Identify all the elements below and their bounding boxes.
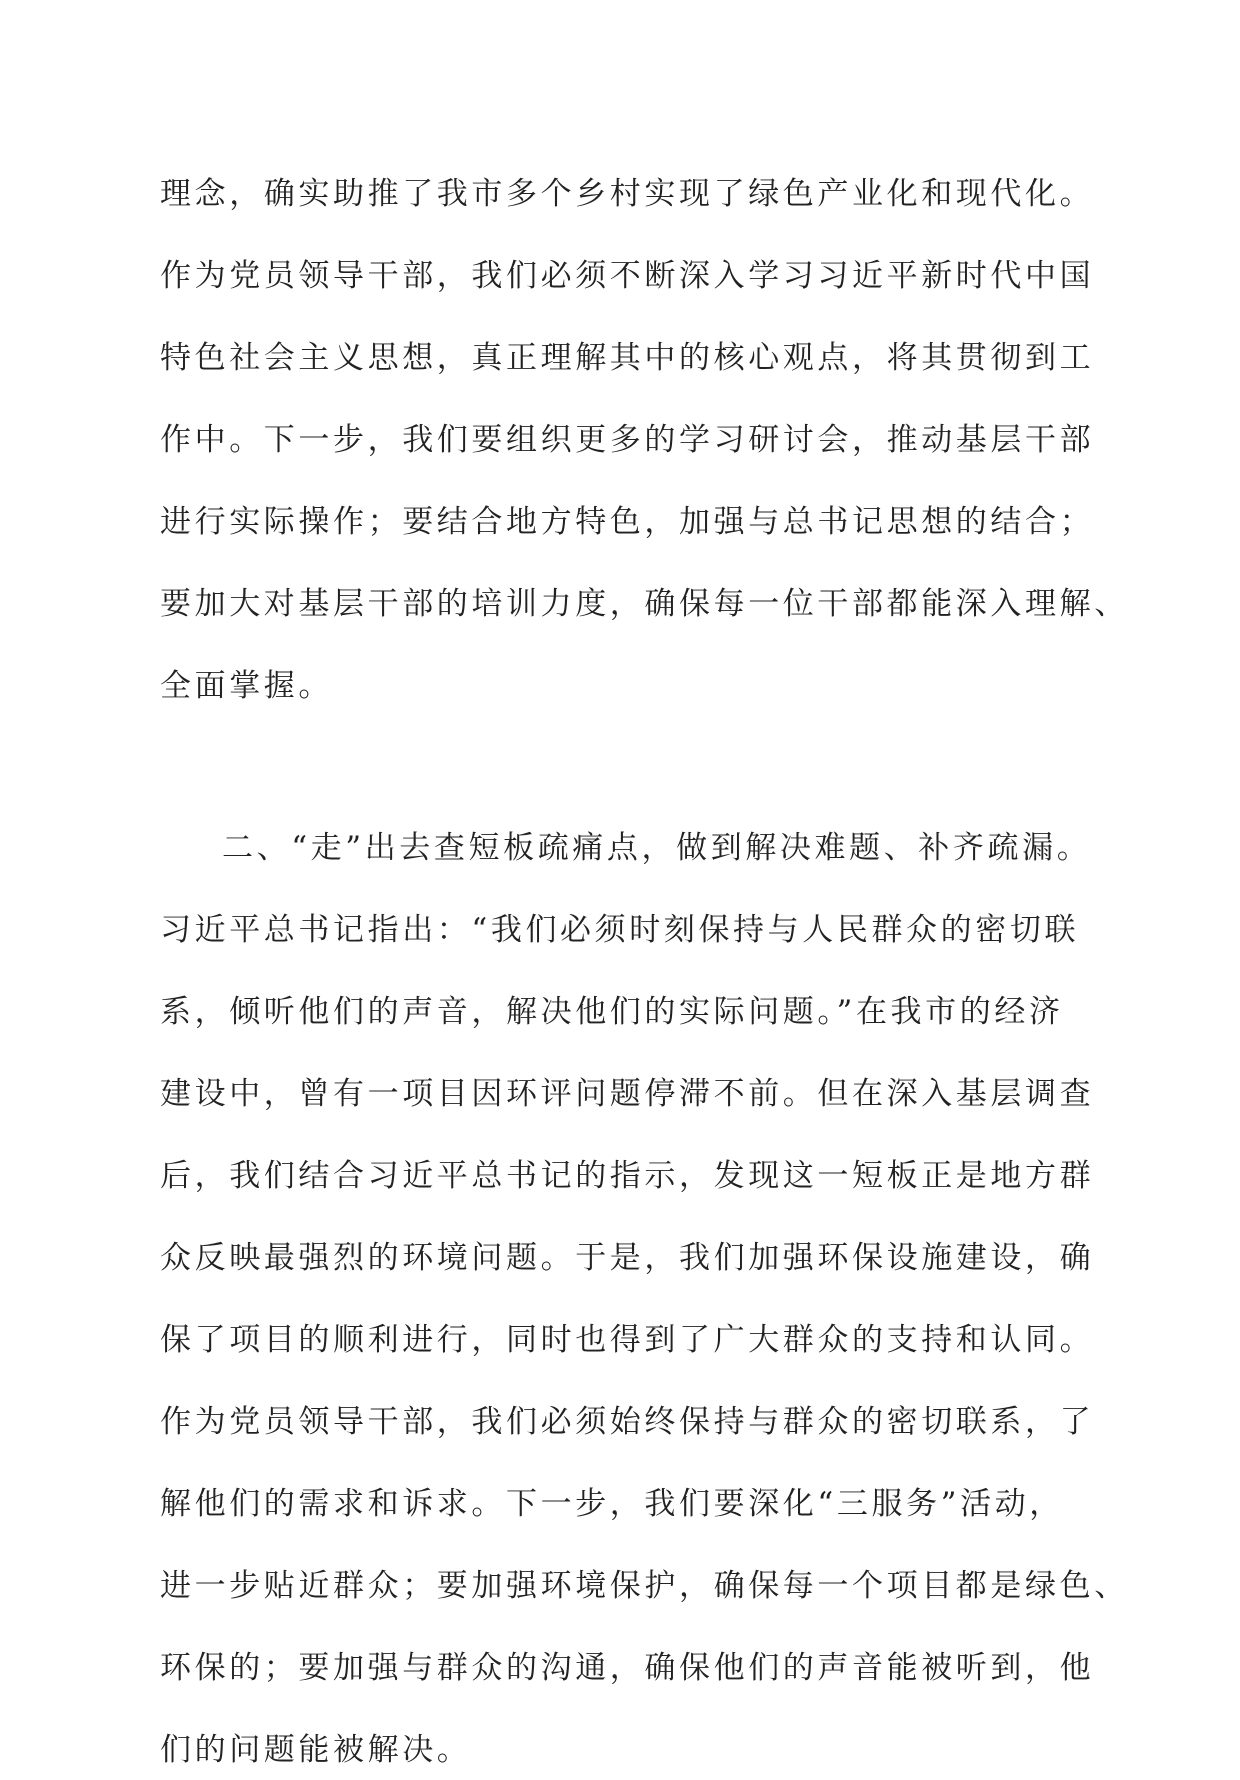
paragraph-1-line-1: 理念，确实助推了我市多个乡村实现了绿色产业化和现代化。 [160,176,1095,212]
paragraph-1-line-2: 作为党员领导干部，我们必须不断深入学习习近平新时代中国 [160,258,1095,294]
paragraph-1-line-6: 要加大对基层干部的培训力度，确保每一位干部都能深入理解、 [160,586,1129,622]
paragraph-2-line-7: 保了项目的顺利进行，同时也得到了广大群众的支持和认同。 [160,1322,1095,1358]
paragraph-1-line-5: 进行实际操作；要结合地方特色，加强与总书记思想的结合； [160,504,1095,540]
paragraph-1-line-4: 作中。下一步，我们要组织更多的学习研讨会，推动基层干部 [160,422,1095,458]
paragraph-2-line-3: 系，倾听他们的声音，解决他们的实际问题。”在我市的经济 [160,994,1064,1030]
paragraph-2-line-2: 习近平总书记指出：“我们必须时刻保持与人民群众的密切联 [160,912,1080,948]
paragraph-2-line-4: 建设中，曾有一项目因环评问题停滞不前。但在深入基层调查 [160,1076,1095,1112]
paragraph-2-line-12: 们的问题能被解决。 [160,1732,472,1768]
paragraph-2-line-9: 解他们的需求和诉求。下一步，我们要深化“三服务”活动， [160,1486,1064,1522]
paragraph-2-line-6: 众反映最强烈的环境问题。于是，我们加强环保设施建设，确 [160,1240,1095,1276]
paragraph-2-line-5: 后，我们结合习近平总书记的指示，发现这一短板正是地方群 [160,1158,1095,1194]
section-2-heading-line: 二、“走”出去查短板疏痛点，做到解决难题、补齐疏漏。 [222,830,1092,866]
paragraph-2-line-8: 作为党员领导干部，我们必须始终保持与群众的密切联系，了 [160,1404,1095,1440]
paragraph-2-line-10: 进一步贴近群众；要加强环境保护，确保每一个项目都是绿色、 [160,1568,1129,1604]
paragraph-1-line-7: 全面掌握。 [160,668,333,704]
paragraph-2-line-11: 环保的；要加强与群众的沟通，确保他们的声音能被听到，他 [160,1650,1095,1686]
paragraph-1-line-3: 特色社会主义思想，真正理解其中的核心观点，将其贯彻到工 [160,340,1095,376]
